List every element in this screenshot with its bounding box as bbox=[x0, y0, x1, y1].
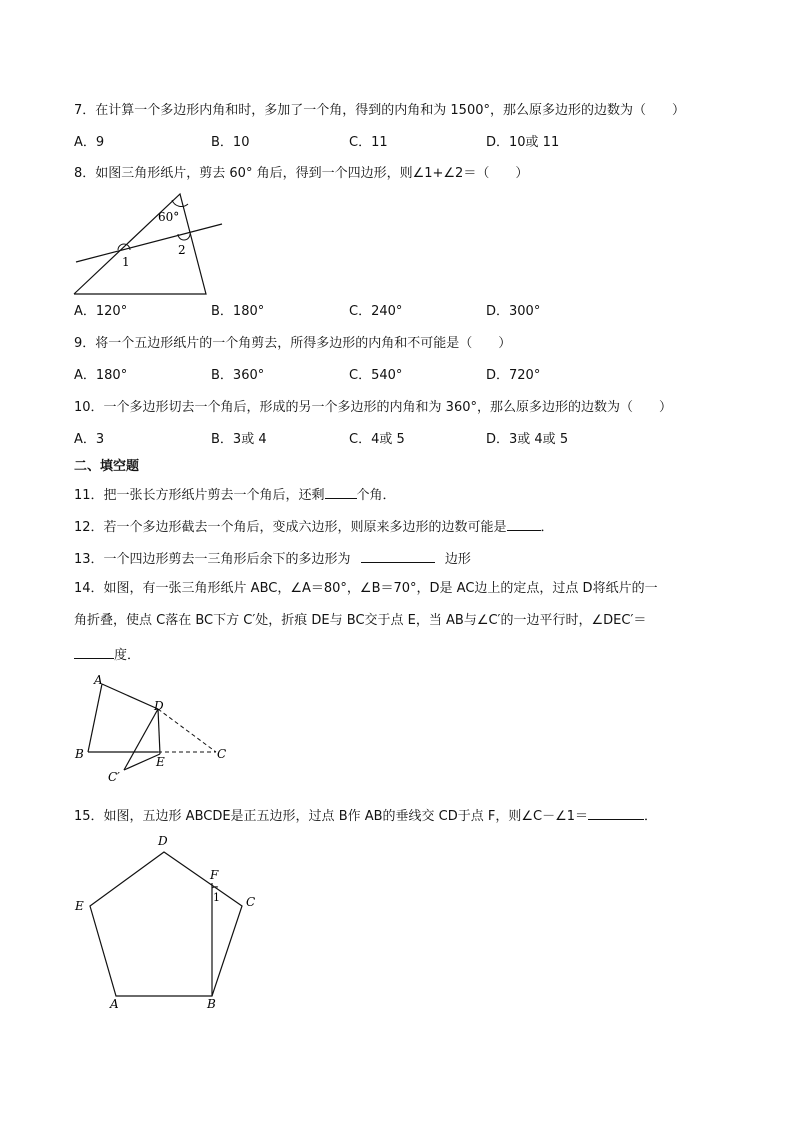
q15-tail: ． bbox=[644, 809, 658, 824]
q15-pentagon-figure bbox=[70, 830, 270, 1010]
q8-option-c: C．240° bbox=[349, 304, 403, 319]
q15 bbox=[74, 805, 657, 826]
q10-option-c: C．4或 5 bbox=[349, 432, 405, 447]
q9-option-d: D．720° bbox=[486, 368, 541, 383]
q13-text: 13．一个四边形剪去一三角形后余下的多边形为 bbox=[74, 552, 351, 567]
q8-stem: 8．如图三角形纸片，剪去 60° 角后，得到一个四边形，则∠1+∠2＝（ ） bbox=[74, 166, 529, 181]
q14-tail: 度． bbox=[114, 648, 141, 663]
q13-blank[interactable] bbox=[361, 548, 435, 563]
q14-label-c: C bbox=[217, 747, 227, 761]
q13-tail: 边形 bbox=[444, 552, 471, 567]
q14-label-d: D bbox=[154, 699, 164, 713]
q15-blank[interactable] bbox=[588, 805, 644, 820]
q10-option-d: D．3或 4或 5 bbox=[486, 432, 569, 447]
q8-option-d: D．300° bbox=[486, 304, 541, 319]
section-heading: 二、填空题 bbox=[74, 459, 140, 474]
q15-label-f: F bbox=[210, 868, 219, 882]
q15-label-c: C bbox=[246, 895, 256, 909]
q9-option-b: B．360° bbox=[211, 368, 265, 383]
q15-label-b: B bbox=[207, 997, 216, 1011]
q14-label-b: B bbox=[75, 747, 84, 761]
q14-label-e: E bbox=[156, 755, 165, 769]
q7-stem: 7．在计算一个多边形内角和时，多加了一个角，得到的内角和为 1500°，那么原多边形的边数为（ ） bbox=[74, 103, 685, 118]
q9-option-c: C．540° bbox=[349, 368, 403, 383]
q15-label-d: D bbox=[158, 834, 168, 848]
q11-blank[interactable] bbox=[325, 484, 357, 499]
q9-stem: 9．将一个五边形纸片的一个角剪去，所得多边形的内角和不可能是（ ） bbox=[74, 336, 512, 351]
q12-blank[interactable] bbox=[507, 516, 541, 531]
q14-label-a: A bbox=[94, 673, 103, 687]
q14-line1: 14．如图，有一张三角形纸片 ABC，∠A＝80°，∠B＝70°，D是 AC边上的定点，过点 D将纸片的一 bbox=[74, 581, 658, 596]
q9-option-a: A．180° bbox=[74, 368, 128, 383]
q8-triangle-figure bbox=[70, 190, 230, 300]
q8-label-1: 1 bbox=[122, 255, 130, 269]
q11 bbox=[74, 484, 396, 505]
q8-option-b: B．180° bbox=[211, 304, 265, 319]
q7-option-d: D．10或 11 bbox=[486, 135, 560, 150]
q12-text: 12．若一个多边形截去一个角后，变成六边形，则原来多边形的边数可能是 bbox=[74, 520, 507, 535]
q8-angle-label: 60° bbox=[158, 210, 180, 224]
q15-label-1: 1 bbox=[213, 891, 220, 904]
q8-option-a: A．120° bbox=[74, 304, 128, 319]
q7-option-a: A．9 bbox=[74, 135, 105, 150]
q10-stem: 10．一个多边形切去一个角后，形成的另一个多边形的内角和为 360°，那么原多边形的边数为（ ） bbox=[74, 400, 672, 415]
q14-label-c-prime: C′ bbox=[108, 770, 120, 784]
q11-text: 11．把一张长方形纸片剪去一个角后，还剩 bbox=[74, 488, 325, 503]
q7-option-c: C．11 bbox=[349, 135, 388, 150]
q7-option-b: B．10 bbox=[211, 135, 250, 150]
q14-line2: 角折叠，使点 C落在 BC下方 C′处，折痕 DE与 BC交于点 E，当 AB与∠C′的一边平行时，∠DEC′＝ bbox=[74, 613, 647, 628]
q14-blank[interactable] bbox=[74, 644, 114, 659]
q11-tail: 个角． bbox=[356, 488, 396, 503]
q15-label-a: A bbox=[110, 997, 119, 1011]
q10-option-a: A．3 bbox=[74, 432, 105, 447]
q15-text: 15．如图，五边形 ABCDE是正五边形，过点 B作 AB的垂线交 CD于点 F，则∠C－∠1＝ bbox=[74, 809, 589, 824]
q10-option-b: B．3或 4 bbox=[211, 432, 267, 447]
q12-tail: ． bbox=[540, 520, 554, 535]
q14-line3 bbox=[74, 644, 140, 665]
q15-label-e: E bbox=[75, 899, 84, 913]
q13 bbox=[74, 548, 471, 569]
q8-label-2: 2 bbox=[178, 243, 186, 257]
q12 bbox=[74, 516, 554, 537]
q14-fold-figure bbox=[72, 672, 232, 782]
